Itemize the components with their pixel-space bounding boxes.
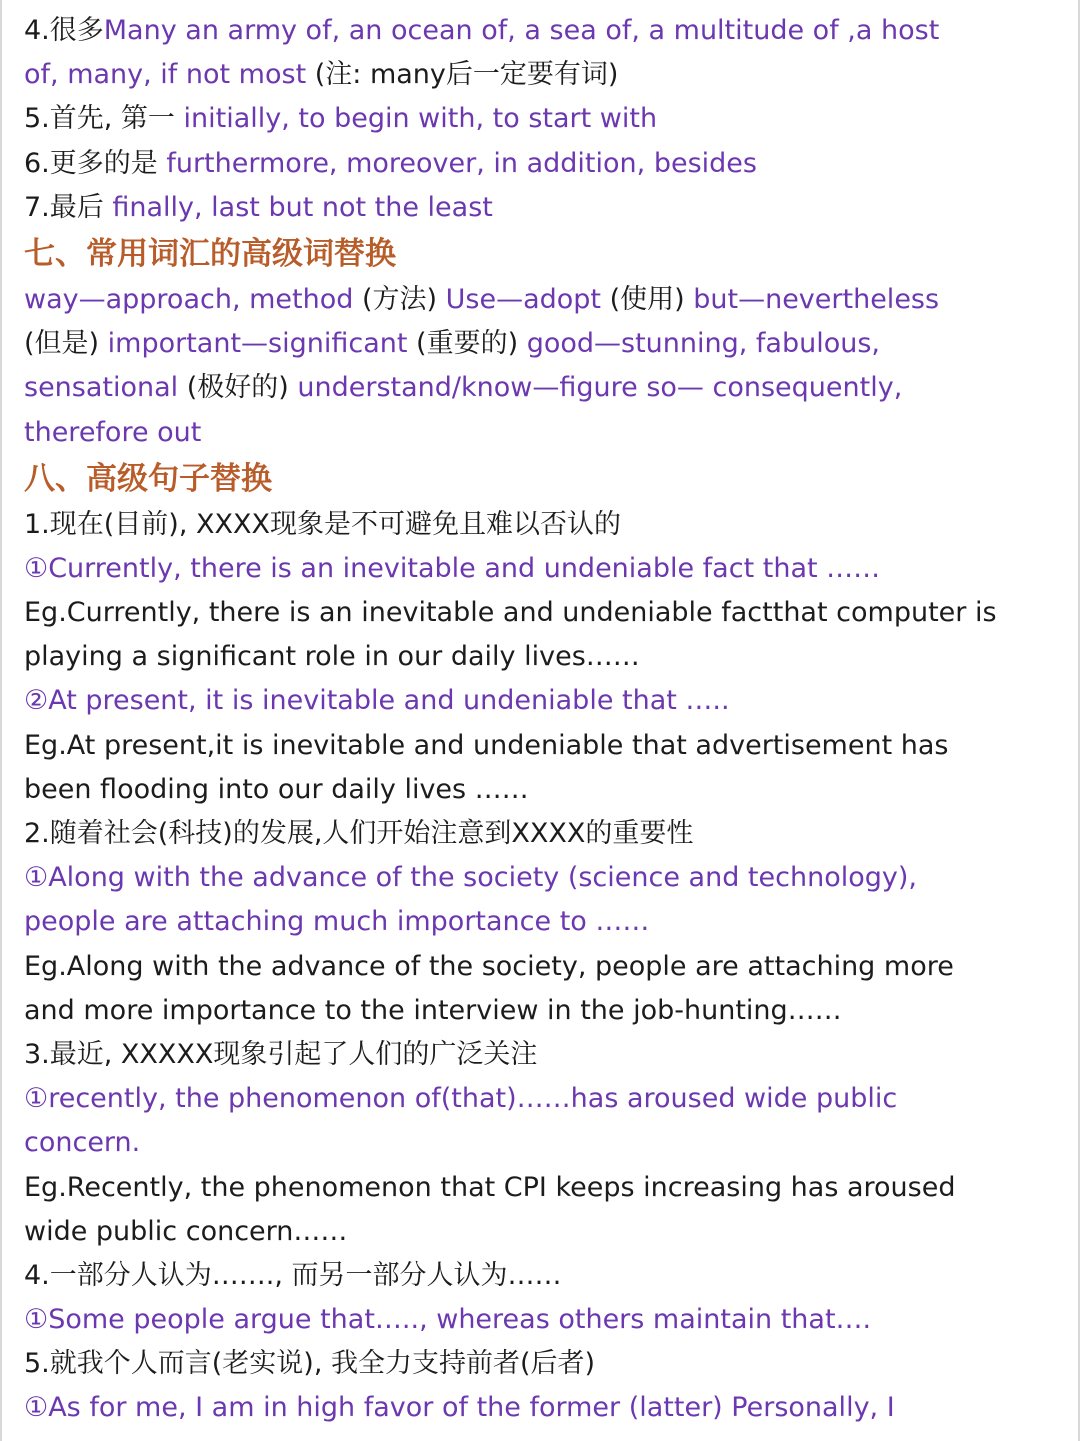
text-line	[24, 856, 1054, 900]
text-line	[24, 1121, 1054, 1165]
text-line	[24, 768, 1054, 812]
text-line	[24, 900, 1054, 944]
english-phrase: ①Along with the advance of the society (science and technology),	[24, 862, 917, 894]
chinese-text: playing a significant role in our daily lives……	[24, 641, 640, 673]
english-phrase: sensational	[24, 372, 179, 404]
text-line	[24, 679, 1054, 723]
text-line	[24, 9, 1054, 53]
text-line	[24, 53, 1054, 97]
chinese-text: 7.最后	[24, 191, 113, 223]
chinese-text: wide public concern……	[24, 1215, 348, 1247]
chinese-text: (注: many后一定要有词)	[306, 59, 619, 91]
chinese-text: Eg.Currently, there is an inevitable and undeniable factthat computer is	[24, 597, 997, 629]
english-phrase: of, many, if not most	[24, 59, 307, 91]
english-phrase: concern.	[24, 1127, 141, 1159]
text-line	[24, 945, 1054, 989]
chinese-text: (方法)	[353, 283, 446, 315]
text-line	[24, 503, 1054, 547]
text-line	[24, 411, 1054, 455]
text-line	[24, 1386, 1054, 1430]
text-line	[24, 1298, 1054, 1342]
text-line	[24, 97, 1054, 141]
text-line	[24, 1254, 1054, 1298]
chinese-text: been flooding into our daily lives ……	[24, 773, 529, 805]
section-heading: 八、高级句子替换	[24, 460, 272, 497]
english-phrase: ①Some people argue that….., whereas others maintain that….	[24, 1304, 872, 1336]
text-line	[24, 989, 1054, 1033]
text-line	[24, 1210, 1054, 1254]
text-line	[24, 1033, 1054, 1077]
english-phrase: ②At present, it is inevitable and undeniable that …..	[24, 685, 730, 717]
chinese-text: Eg.Along with the advance of the society, people are attaching more	[24, 950, 954, 982]
text-line	[24, 366, 1054, 410]
chinese-text: 5.首先, 第一	[24, 103, 184, 135]
chinese-text: (极好的)	[178, 372, 298, 404]
chinese-text: 3.最近, XXXXX现象引起了人们的广泛关注	[24, 1038, 538, 1070]
document-content	[24, 9, 1054, 1431]
chinese-text: Eg.Recently, the phenomenon that CPI keeps increasing has aroused	[24, 1171, 956, 1203]
chinese-text: 1.现在(目前), XXXX现象是不可避免且难以否认的	[24, 508, 621, 540]
english-phrase: Many an army of, an ocean of, a sea of, a multitude of ,a host	[103, 15, 940, 46]
english-phrase: finally, last but not the least	[112, 191, 493, 223]
english-phrase: but—nevertheless	[693, 283, 940, 315]
english-phrase: ①Currently, there is an inevitable and undeniable fact that ……	[24, 552, 881, 584]
chinese-text: 4.一部分人认为……., 而另一部分人认为……	[24, 1259, 562, 1291]
english-phrase: way—approach, method	[24, 283, 354, 315]
text-line	[24, 142, 1054, 186]
text-line	[24, 186, 1054, 230]
english-phrase: therefore out	[24, 416, 202, 448]
chinese-text: (重要的)	[407, 328, 527, 360]
text-line	[24, 322, 1054, 366]
chinese-text: 4.很多	[24, 15, 104, 46]
chinese-text: and more importance to the interview in the job-hunting……	[24, 994, 842, 1026]
text-line	[24, 724, 1054, 768]
text-line	[24, 1077, 1054, 1121]
english-phrase: ①recently, the phenomenon of(that)……has aroused wide public	[24, 1083, 898, 1115]
chinese-text: Eg.At present,it is inevitable and undeniable that advertisement has	[24, 729, 949, 761]
chinese-text: 5.就我个人而言(老实说), 我全力支持前者(后者)	[24, 1348, 596, 1380]
english-phrase: important—significant	[107, 328, 408, 360]
text-line	[24, 1342, 1054, 1386]
text-line	[24, 591, 1054, 635]
chinese-text: 6.更多的是	[24, 147, 167, 179]
english-phrase: furthermore, moreover, in addition, besides	[166, 147, 757, 179]
english-phrase: understand/know—figure so— consequently,	[297, 372, 903, 404]
section-heading: 七、常用词汇的高级词替换	[24, 235, 396, 272]
text-line	[24, 1166, 1054, 1210]
text-line	[24, 812, 1054, 856]
chinese-text: 2.随着社会(科技)的发展,人们开始注意到XXXX的重要性	[24, 818, 694, 849]
english-phrase: initially, to begin with, to start with	[183, 103, 658, 135]
text-line	[24, 278, 1054, 322]
text-line	[24, 547, 1054, 591]
chinese-text: (使用)	[601, 283, 694, 315]
text-line	[24, 635, 1054, 679]
english-phrase: Use—adopt	[445, 283, 602, 315]
english-phrase: good—stunning, fabulous,	[526, 328, 881, 360]
chinese-text: (但是)	[24, 328, 108, 360]
english-phrase: people are attaching much importance to ……	[24, 906, 650, 938]
english-phrase: ①As for me, I am in high favor of the former (latter) Personally, I	[24, 1392, 895, 1424]
